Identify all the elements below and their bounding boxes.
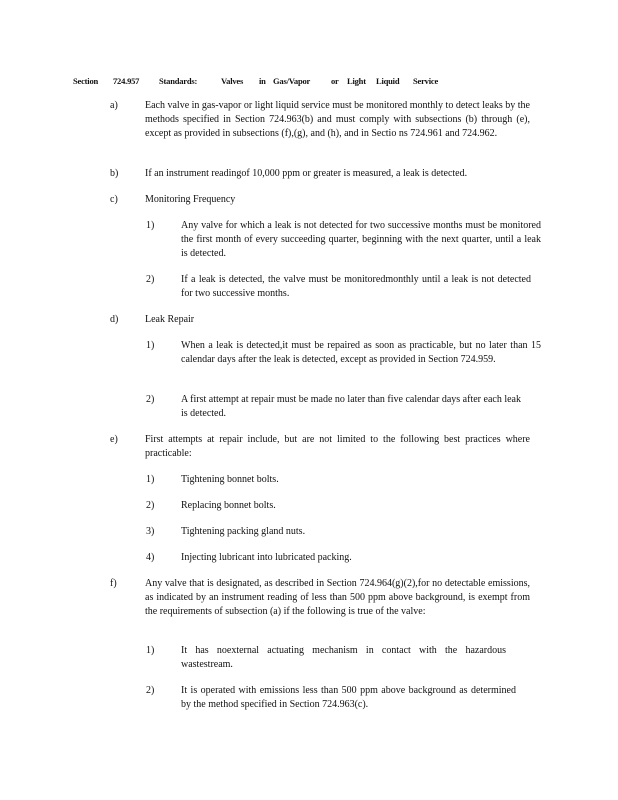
- item-d1-text: When a leak is detected,it must be repaired as soon as practicable, but no later than 15 calendar days after the leak is detected, except as provided in Section 724.959.: [181, 340, 541, 365]
- item-d-label: d): [110, 314, 119, 325]
- item-f-label: f): [110, 578, 117, 589]
- item-e2-label: 2): [146, 500, 155, 511]
- item-e1-text: Tightening bonnet bolts.: [181, 474, 279, 485]
- item-a-text: Each valve in gas-vapor or light liquid service must be monitored monthly to detect leaks by the methods specified in Section 724.963(b) and must comply with subsections (b) through (e), except as provided in subsections (f),(g), and (h), and in Sectio ns 724.961 and 724.962.: [145, 100, 530, 139]
- item-b-label: b): [110, 168, 119, 179]
- item-f2-text: It is operated with emissions less than 500 ppm above background as determined by the method specified in Section 724.963(c).: [181, 685, 516, 710]
- item-c2-label: 2): [146, 274, 155, 285]
- heading-word: Service: [413, 76, 439, 86]
- section-number: 724.957: [113, 76, 140, 86]
- item-e3-label: 3): [146, 526, 155, 537]
- item-c1-label: 1): [146, 220, 155, 231]
- item-d-text: Leak Repair: [145, 314, 195, 325]
- item-d2-text: A first attempt at repair must be made no later than five calendar days after each leak is detected.: [181, 394, 521, 419]
- item-a-label: a): [110, 100, 118, 111]
- heading-word: in: [259, 76, 266, 86]
- item-e4-label: 4): [146, 552, 155, 563]
- item-e3-text: Tightening packing gland nuts.: [181, 526, 306, 537]
- item-f-text: Any valve that is designated, as described in Section 724.964(g)(2),for no detectable emissions, as indicated by an instrument reading of less than 500 ppm above background, is exempt from the requirements of subsection (a) if the following is true of the valve:: [145, 578, 530, 617]
- item-d2-label: 2): [146, 394, 155, 405]
- item-c-text: Monitoring Frequency: [145, 194, 236, 205]
- heading-word: Liquid: [376, 76, 400, 86]
- item-e2-text: Replacing bonnet bolts.: [181, 500, 276, 511]
- item-f1-text: It has noexternal actuating mechanism in contact with the hazardous wastestream.: [181, 645, 506, 670]
- heading-word: Light: [347, 76, 366, 86]
- item-e1-label: 1): [146, 474, 155, 485]
- item-d1-label: 1): [146, 340, 155, 351]
- item-c-label: c): [110, 194, 118, 205]
- heading-word: or: [331, 76, 339, 86]
- section-heading: [73, 76, 438, 86]
- item-e4-text: Injecting lubricant into lubricated packing.: [181, 552, 352, 563]
- item-f1-label: 1): [146, 645, 155, 656]
- heading-word: Gas/Vapor: [273, 76, 311, 86]
- item-b-text: If an instrument readingof 10,000 ppm or greater is measured, a leak is detected.: [145, 168, 468, 179]
- heading-word: Valves: [221, 76, 244, 86]
- standards-label: Standards:: [159, 76, 198, 86]
- item-f2-label: 2): [146, 685, 155, 696]
- item-e-text: First attempts at repair include, but are not limited to the following best practices where practicable:: [145, 434, 530, 459]
- item-e-label: e): [110, 434, 118, 445]
- item-c2-text: If a leak is detected, the valve must be monitoredmonthly until a leak is not detected for two successive months.: [181, 274, 531, 299]
- section-label: Section: [73, 76, 99, 86]
- item-c1-text: Any valve for which a leak is not detected for two successive months must be monitored the first month of every succeeding quarter, beginning with the next quarter, until a leak is detected.: [181, 220, 541, 259]
